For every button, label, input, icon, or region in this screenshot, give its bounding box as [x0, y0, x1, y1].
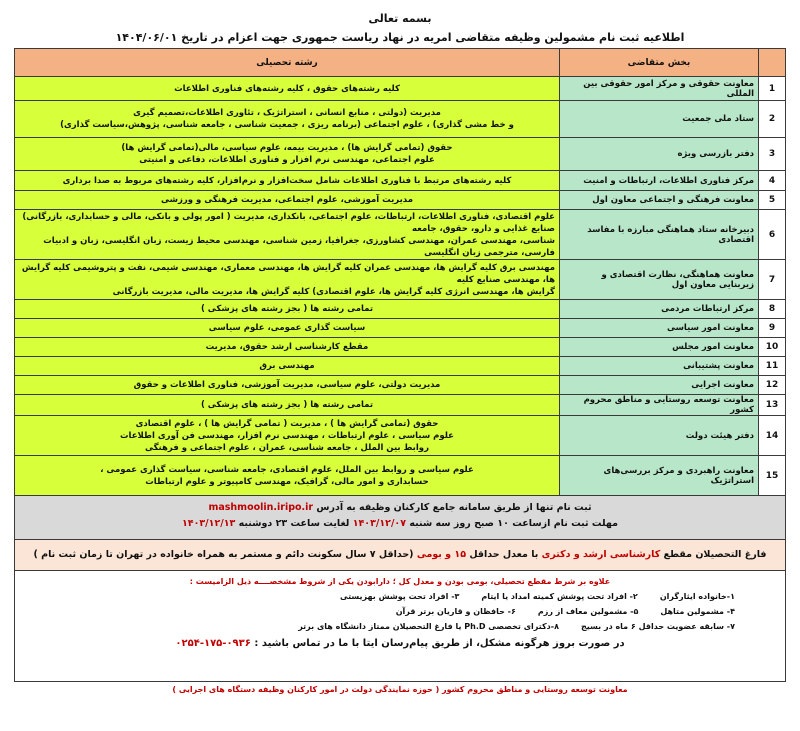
table-row — [15, 416, 786, 456]
row-department: معاونت امور سیاسی — [560, 319, 759, 338]
field-line: و خط مشی گذاری) ، علوم اجتماعی (برنامه ریزی ، جمعیت شناسی ، جامعه شناسی، پژوهش،سیاست گذاری) — [60, 120, 514, 130]
priority-item: ۴- مشمولین متاهل — [660, 607, 735, 616]
field-line: کلیه رشته‌های مرتبط با فناوری اطلاعات شامل سخت‌افزار و نرم‌افزار، کلیه رشته‌های مربوط به صدا برداری — [62, 175, 512, 186]
row-fields — [15, 191, 560, 210]
row-department: ستاد ملی جمعیت — [560, 101, 759, 138]
priority-item: ۱-خانواده ایثارگران — [659, 592, 735, 601]
table-row — [15, 171, 786, 191]
row-fields — [15, 300, 560, 319]
field-line: تمامی رشته ها ( بجز رشته های پزشکی ) — [200, 304, 374, 314]
row-department: مرکز ارتباطات مردمی — [560, 300, 759, 319]
field-line: مقطع کارشناسی ارشد حقوق، مدیریت — [205, 342, 369, 352]
row-fields — [15, 456, 560, 496]
row-fields — [15, 101, 560, 138]
field-line: حقوق (تمامی گرایش ها) ، مدیریت بیمه، علوم سیاسی، مالی(تمامی گرایش ها) — [121, 143, 453, 153]
row-fields — [15, 416, 560, 456]
eligibility-a: فارغ التحصیلان مقطع — [663, 549, 767, 560]
field-line: مدیریت (دولتی ، منابع انسانی ، استراتژیک ، تئاوری اطلاعات،تصمیم گیری — [133, 108, 441, 118]
row-fields — [15, 319, 560, 338]
row-number: 5 — [759, 191, 786, 210]
deadline-text-a: مهلت ثبت نام ازساعت ۱۰ صبح روز سه شنبه — [409, 518, 619, 529]
field-line: علوم سیاسی ، علوم ارتباطات ، مهندسی نرم افزار، مهندسی فن آوری اطلاعات — [120, 430, 454, 441]
priority-item: ۵- مشمولین معاف از رزم — [537, 607, 639, 616]
row-number: 12 — [759, 376, 786, 395]
field-line: حسابداری و امور مالی، گرافیک، مهندسی کامپیوتر و علوم ارتباطات — [145, 476, 429, 487]
col-field-header: رشته تحصیلی — [15, 49, 560, 77]
table-row — [15, 101, 786, 138]
row-number: 13 — [759, 395, 786, 416]
row-number: 14 — [759, 416, 786, 456]
field-line: علوم اقتصادی، فناوری اطلاعات، ارتباطات، علوم اجتماعی، بانکداری، مدیریت ( امور پولی و بانکی، مالی و حسابداری، بازرگانی) صنایع غذایی و دارو، حقوق، جامعه — [22, 211, 555, 234]
row-number: 9 — [759, 319, 786, 338]
row-department: معاونت فرهنگی و اجتماعی معاون اول — [560, 191, 759, 210]
row-number: 10 — [759, 338, 786, 357]
field-line: روابط بین الملل ، جامعه شناسی، عمران ، علوم اجتماعی و فرهنگی — [145, 442, 429, 453]
field-line: علوم سیاسی و روابط بین الملل، علوم اقتصادی، جامعه شناسی، سیاست گذاری عمومی ، — [100, 464, 474, 475]
priority-item: ۸-دکترای تخصصی Ph.D یا فارغ التحصیلان ممتاز دانشگاه های برتر — [298, 622, 559, 631]
field-line: مدیریت آموزشی، علوم اجتماعی، مدیریت فرهنگی و ورزشی — [161, 195, 413, 205]
row-department: معاونت پشتیبانی — [560, 357, 759, 376]
table-row — [15, 300, 786, 319]
footer-note: معاونت توسعه روستایی و مناطق محروم کشور ( حوزه نمایندگی دولت در امور کارکنان وظیفه دستگاه های اجرایی ) — [172, 685, 628, 694]
table-row — [15, 138, 786, 171]
deadline-text-b: لغایت ساعت ۲۳ دوشنبه — [238, 518, 350, 529]
eligibility-gpa: ۱۵ و بومی — [416, 549, 466, 560]
row-department: معاونت حقوقی و مرکز امور حقوقی بین المللی — [560, 77, 759, 101]
row-number: 4 — [759, 171, 786, 191]
field-line: سیاست گذاری عمومی، علوم سیاسی — [208, 323, 366, 333]
eligibility-box — [15, 540, 785, 571]
row-fields — [15, 77, 560, 101]
field-line: شناسی، مهندسی عمران، مهندسی کشاورزی، جغرافیا، زمین شناسی، مهندسی محیط زیست، زبان انگلیسی، زبان و ادبیات فارسی، مترجمی زبان انگلیسی — [43, 235, 555, 258]
departments-table — [14, 48, 786, 496]
eligibility-degree: کارشناسی ارشد و دکتری — [541, 549, 661, 560]
row-department: دبیرخانه ستاد هماهنگی مبارزه با مفاسد اقتصادی — [560, 210, 759, 260]
contact-phone[interactable]: ۰۹۳۶-۱۷۵-۰۲۵۴ — [175, 638, 251, 649]
table-row — [15, 357, 786, 376]
table-row — [15, 210, 786, 260]
row-department: دفتر بازرسی ویژه — [560, 138, 759, 171]
table-row — [15, 260, 786, 300]
info-section — [14, 496, 786, 682]
field-line: علوم اجتماعی، مهندسی نرم افزار و فناوری اطلاعات، دفاعی و امنیتی — [139, 155, 435, 165]
field-line: مهندسی برق کلیه گرایش ها، مهندسی عمران کلیه گرایش ها، مهندسی معماری، مهندسی شیمی، نفت و پتروشیمی کلیه گرایش ها، مهندسی صنایع کلیه — [21, 262, 555, 285]
row-number: 8 — [759, 300, 786, 319]
contact-line — [25, 636, 775, 651]
field-line: مدیریت دولتی، علوم سیاسی، مدیریت آموزشی، فناوری اطلاعات و حقوق — [133, 380, 441, 390]
field-line: مهندسی برق — [259, 361, 315, 371]
table-row — [15, 191, 786, 210]
row-number: 11 — [759, 357, 786, 376]
priority-item: ۲- افراد تحت پوشش کمیته امداد یا ایتام — [481, 592, 638, 601]
field-line: گرایش ها، مهندسی انرژی کلیه گرایش ها، علوم اقتصادی) کلیه گرایش ها، مدیریت مالی، مدیریت بازرگانی — [112, 286, 555, 297]
table-body — [15, 77, 786, 496]
row-fields — [15, 376, 560, 395]
table-row — [15, 456, 786, 496]
contact-text: در صورت بروز هرگونه مشکل، از طریق پیام‌رسان ایتا با ما در تماس باشید : — [254, 638, 625, 649]
registration-box — [15, 496, 785, 540]
row-number: 7 — [759, 260, 786, 300]
field-line: حقوق (تمامی گرایش ها ) ، مدیریت ( تمامی گرایش ها ) ، علوم اقتصادی — [135, 418, 439, 429]
priorities-heading: علاوه بر شرط مقطع تحصیلی، بومی بودن و معدل کل ؛ دارابودن یکی از شروط مشخصــــه ذیل الزامیست : — [189, 577, 611, 586]
priorities-row-3 — [25, 619, 775, 634]
table-row — [15, 338, 786, 357]
row-department: مرکز فناوری اطلاعات، ارتباطات و امنیت — [560, 171, 759, 191]
field-line: کلیه رشته‌های حقوق ، کلیه رشته‌های فناوری اطلاعات — [174, 83, 400, 94]
priorities-box — [15, 571, 785, 681]
row-number: 1 — [759, 77, 786, 101]
table-row — [15, 77, 786, 101]
col-dept-header: بخش متقاضی — [560, 49, 759, 77]
row-fields — [15, 138, 560, 171]
bismillah: بسمه تعالی — [368, 12, 432, 25]
row-number: 2 — [759, 101, 786, 138]
row-department: معاونت هماهنگی، نظارت اقتصادی و زیربنایی معاون اول — [560, 260, 759, 300]
field-line: تمامی رشته ها ( بجز رشته های پزشکی ) — [200, 400, 374, 410]
row-fields — [15, 260, 560, 300]
table-row — [15, 395, 786, 416]
row-fields — [15, 210, 560, 260]
registration-text: ثبت نام تنها از طریق سامانه جامع کارکنان وظیفه به آدرس — [316, 502, 592, 513]
row-department: معاونت راهبردی و مرکز بررسی‌های استراتژیک — [560, 456, 759, 496]
priority-item: ۷- سابقه عضویت حداقل ۶ ماه در بسیج — [581, 622, 735, 631]
row-number: 3 — [759, 138, 786, 171]
row-fields — [15, 171, 560, 191]
row-department: معاونت توسعه روستایی و مناطق محروم کشور — [560, 395, 759, 416]
date-end: ۱۴۰۳/۱۲/۱۳ — [181, 518, 236, 529]
priorities-row-2 — [25, 604, 775, 619]
row-department: معاونت اجرایی — [560, 376, 759, 395]
row-fields — [15, 395, 560, 416]
row-department: معاونت امور مجلس — [560, 338, 759, 357]
table-row — [15, 319, 786, 338]
priority-item: ۶- حافظان و قاریان برتر قرآن — [395, 607, 516, 616]
eligibility-c: با معدل حداقل — [469, 549, 539, 560]
table-row — [15, 376, 786, 395]
page-title: اطلاعیه ثبت نام مشمولین وظیفه متقاضی امریه در نهاد ریاست جمهوری جهت اعزام در تاریخ ۱۴۰۴/۰۶/۰۱ — [115, 31, 685, 44]
row-fields — [15, 357, 560, 376]
row-department: دفتر هیئت دولت — [560, 416, 759, 456]
eligibility-e: (حداقل ۷ سال سکونت دائم و مستمر به همراه خانواده در تهران تا زمان ثبت نام ) — [33, 549, 414, 560]
row-number: 6 — [759, 210, 786, 260]
website-link[interactable]: mashmoolin.iripo.ir — [208, 502, 314, 513]
priorities-row-1 — [25, 589, 775, 604]
row-number: 15 — [759, 456, 786, 496]
date-start: ۱۴۰۳/۱۲/۰۷ — [352, 518, 407, 529]
row-fields — [15, 338, 560, 357]
priority-item: ۳- افراد تحت پوشش بهزیستی — [340, 592, 460, 601]
